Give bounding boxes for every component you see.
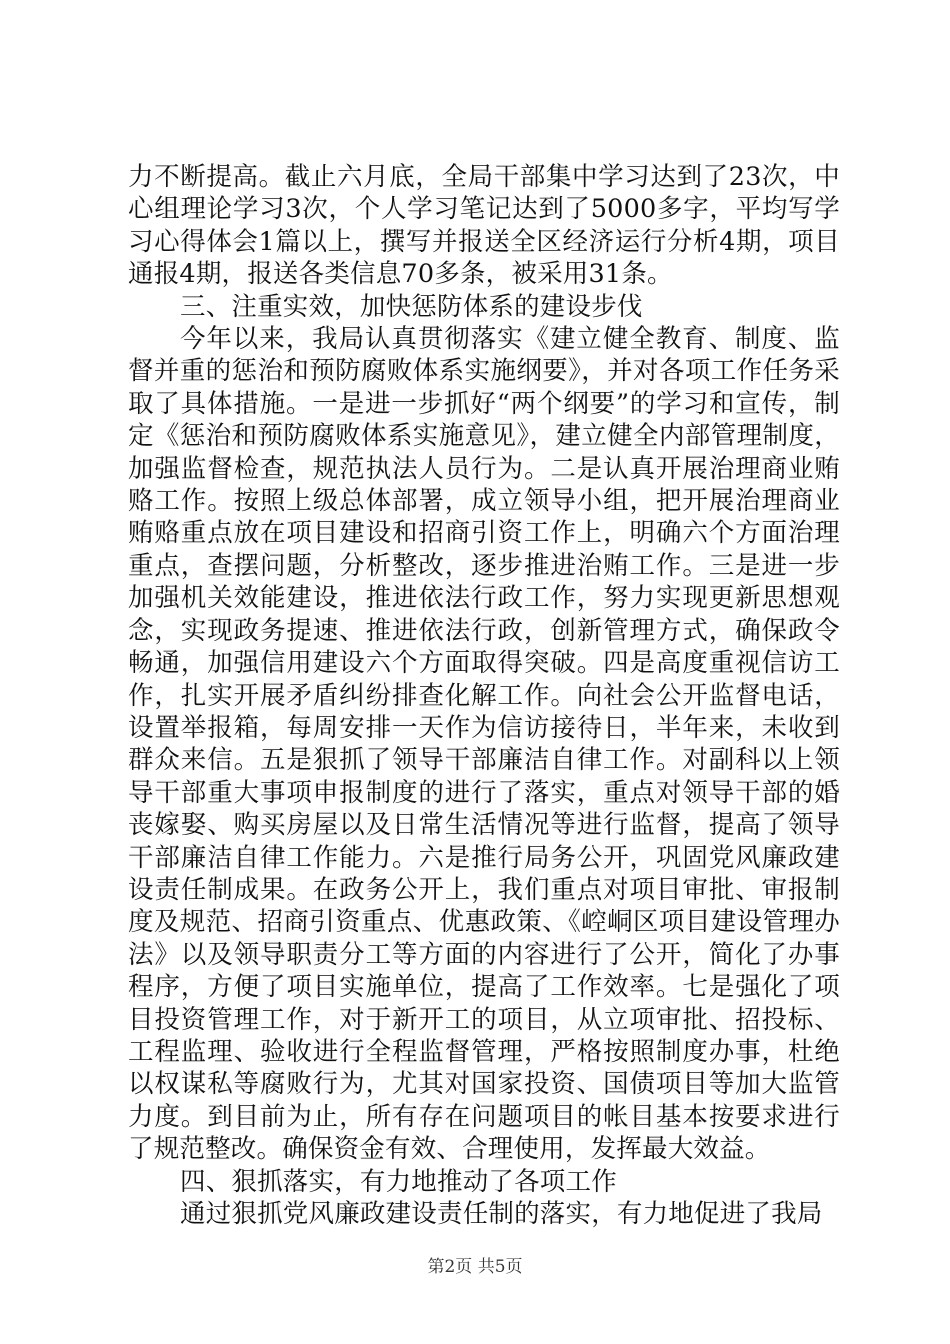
- page-footer: 第2页 共5页: [427, 1257, 523, 1277]
- paragraph-implementation: 通过狠抓党风廉政建设责任制的落实，有力地促进了我局: [180, 1199, 823, 1229]
- document-body: [128, 161, 840, 1230]
- section-heading-four: 四、狠抓落实，有力地推动了各项工作: [180, 1166, 617, 1197]
- paragraph-study-results: 力不断提高。截止六月底，全局干部集中学习达到了23次，中心组理论学习3次，个人学习笔记达到了5000多字，平均写学习心得体会1篇以上，撰写并报送全区经济运行分析4期，项目通报4期，报送各类信息70多条，被采用31条。: [128, 162, 840, 290]
- section-heading-three: 三、注重实效，加快惩防体系的建设步伐: [180, 291, 643, 322]
- paragraph-anti-corruption-system: 今年以来，我局认真贯彻落实《建立健全教育、制度、监督并重的惩治和预防腐败体系实施纲要》，并对各项工作任务采取了具体措施。一是进一步抓好“两个纲要”的学习和宣传，制定《惩治和预防腐败体系实施意见》，建立健全内部管理制度，加强监督检查，规范执法人员行为。二是认真开展治理商业贿赂工作。按照上级总体部署，成立领导小组，把开展治理商业贿赂重点放在项目建设和招商引资工作上，明确六个方面治理重点，查摆问题，分析整改，逐步推进治贿工作。三是进一步加强机关效能建设，推进依法行政工作，努力实现更新思想观念，实现政务提速、推进依法行政，创新管理方式，确保政令畅通，加强信用建设六个方面取得突破。四是高度重视信访工作，扎实开展矛盾纠纷排查化解工作。向社会公开监督电话，设置举报箱，每周安排一天作为信访接待日，半年来，未收到群众来信。五是狠抓了领导干部廉洁自律工作。对副科以上领导干部重大事项申报制度的进行了落实，重点对领导干部的婚丧嫁娶、购买房屋以及日常生活情况等进行监督，提高了领导干部廉洁自律工作能力。六是推行局务公开，巩固党风廉政建设责任制成果。在政务公开上，我们重点对项目审批、审报制度及规范、招商引资重点、优惠政策、《崆峒区项目建设管理办法》以及领导职责分工等方面的内容进行了公开，简化了办事程序，方便了项目实施单位，提高了工作效率。七是强化了项目投资管理工作，对于新开工的项目，从立项审批、招投标、工程监理、验收进行全程监督管理，严格按照制度办事，杜绝以权谋私等腐败行为，尤其对国家投资、国债项目等加大监管力度。到目前为止，所有存在问题项目的帐目基本按要求进行了规范整改。确保资金有效、合理使用，发挥最大效益。: [128, 324, 840, 1165]
